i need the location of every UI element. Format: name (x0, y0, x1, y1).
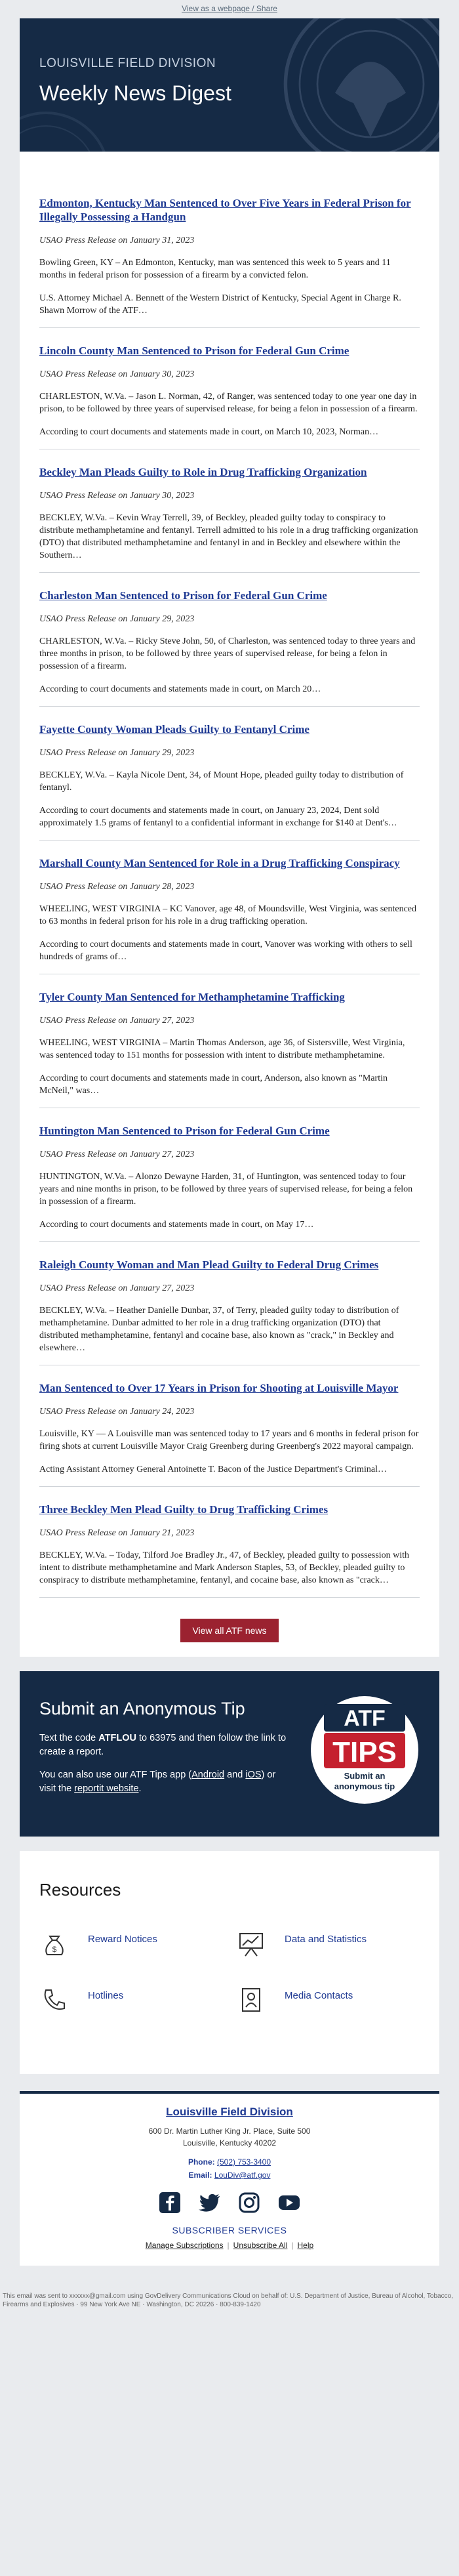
news-date: USAO Press Release on January 30, 2023 (39, 369, 195, 379)
twitter-icon[interactable] (198, 2191, 222, 2214)
divider (39, 840, 420, 841)
news-date: USAO Press Release on January 27, 2023 (39, 1283, 195, 1293)
facebook-icon[interactable] (158, 2191, 182, 2214)
news-title-link[interactable]: Fayette County Woman Pleads Guilty to Fentanyl Crime (39, 723, 309, 736)
social-links (20, 2191, 439, 2218)
logo-atf-text: ATF (344, 1706, 386, 1731)
news-date: USAO Press Release on January 27, 2023 (39, 1150, 195, 1159)
tip-line1-post: to 63975 and then follow the link to create a report. (39, 1733, 287, 1757)
legal-footer: This email was sent to xxxxxx@gmail.com using GovDelivery Communications Cloud on behalf of: U.S. Department of Justice, Bureau of Alcohol, Tobacco, Firearms and Explosives · 99 New York Ave NE · Washington, DC 20226 · 800-839-1420 (3, 2293, 453, 2308)
news-item (39, 344, 420, 449)
digest-title: Weekly News Digest (39, 81, 231, 105)
email-label: Email: (188, 2171, 212, 2180)
news-title-link[interactable]: Raleigh County Woman and Man Plead Guilty to Federal Drug Crimes (39, 1258, 379, 1271)
phone-link[interactable]: (502) 753-3400 (216, 2157, 271, 2167)
atf-seal-icon (282, 18, 439, 152)
news-title-link[interactable]: Man Sentenced to Over 17 Years in Prison for Shooting at Louisville Mayor (39, 1382, 399, 1394)
anonymous-tip-section (20, 1671, 439, 1837)
footer-address-line1: 600 Dr. Martin Luther King Jr. Place, Suite 500 (148, 2127, 311, 2136)
news-date: USAO Press Release on January 27, 2023 (39, 1016, 195, 1026)
news-date: USAO Press Release on January 29, 2023 (39, 614, 195, 624)
news-summary: According to court documents and statements made in court, on January 23, 2024, Dent sold approximately 1.5 grams of fentanyl to a confidential informant in exchange for $140 at Dent's… (39, 806, 397, 828)
divider (39, 572, 420, 573)
help-link[interactable]: Help (297, 2241, 314, 2250)
news-item (39, 856, 420, 974)
footer-address (20, 2125, 439, 2149)
atf-tips-logo[interactable] (309, 1695, 420, 1805)
decorative-seal-icon (20, 110, 111, 152)
tip-and: and (224, 1770, 246, 1780)
news-summary: HUNTINGTON, W.Va. – Alonzo Dewayne Harden, 31, of Huntington, was sentenced today to four years and nine months in prison, to be followed by three years of supervised release, for being a felon in possession of a firearm. (39, 1172, 413, 1207)
logo-sub1: Submit an (344, 1771, 386, 1781)
divider (39, 1597, 420, 1598)
logo-sub2: anonymous tip (334, 1781, 395, 1791)
money-bag-icon (39, 1928, 70, 1959)
view-all-news-button[interactable]: View all ATF news (180, 1619, 278, 1642)
view-webpage-bar (0, 0, 459, 18)
news-date: USAO Press Release on January 24, 2023 (39, 1407, 195, 1417)
news-summary: WHEELING, WEST VIRGINIA – KC Vanover, age 48, of Moundsville, West Virginia, was sentenced to 63 months in federal prison for his role in a drug trafficking operation. (39, 904, 417, 926)
resource-label: Hotlines (88, 1990, 124, 2001)
badge-icon (236, 1985, 266, 2015)
svg-text:$: $ (52, 1945, 57, 1954)
tip-line1-pre: Text the code (39, 1733, 99, 1743)
news-date: USAO Press Release on January 29, 2023 (39, 748, 195, 758)
footer (20, 2074, 439, 2266)
manage-subscriptions-link[interactable]: Manage Subscriptions (145, 2241, 224, 2250)
unsubscribe-all-link[interactable]: Unsubscribe All (233, 2241, 288, 2250)
news-summary: BECKLEY, W.Va. – Heather Danielle Dunbar, 37, of Terry, pleaded guilty today to distribution of methamphetamine. Dunbar admitted to her role in a drug trafficking organization (DTO) that distributed methamphetamine, fentanyl and cocaine base, also known as "crack," in Beckley and elsewhere… (39, 1306, 399, 1353)
news-item (39, 1381, 420, 1487)
resource-data-statistics[interactable] (236, 1928, 407, 1968)
tip-line2-end: . (138, 1783, 142, 1794)
header-banner (20, 18, 439, 152)
email-link[interactable]: LouDiv@atf.gov (214, 2171, 271, 2180)
divider (39, 1486, 420, 1487)
news-summary: According to court documents and statements made in court, on March 20… (39, 684, 321, 694)
news-title-link[interactable]: Lincoln County Man Sentenced to Prison for Federal Gun Crime (39, 344, 349, 357)
resources-title: Resources (39, 1880, 121, 1900)
news-summary: BECKLEY, W.Va. – Kevin Wray Terrell, 39, of Beckley, pleaded guilty today to conspiracy to distribute methamphetamine and fentanyl. Terrell admitted to his role in a drug trafficking organization (DTO) that distributed methamphetamine and fentanyl in and in Beckley and elsewhere within the Southern… (39, 513, 418, 560)
resource-reward-notices[interactable] (39, 1928, 210, 1968)
footer-contact (20, 2155, 439, 2182)
news-item (39, 465, 420, 573)
tip-line2-pre: You can also use our ATF Tips app ( (39, 1770, 192, 1780)
chart-icon (236, 1928, 266, 1959)
tip-line2-mid: ) or visit the (39, 1770, 276, 1794)
tip-title: Submit an Anonymous Tip (39, 1699, 245, 1718)
news-title-link[interactable]: Edmonton, Kentucky Man Sentenced to Over Five Years in Federal Prison for Illegally Possessing a Handgun (39, 197, 411, 223)
resource-media-contacts[interactable] (236, 1985, 407, 2024)
news-summary: Bowling Green, KY – An Edmonton, Kentucky, man was sentenced this week to 5 years and 11 months in federal prison for possession of a firearm by a convicted felon. (39, 258, 391, 280)
android-link[interactable]: Android (191, 1770, 225, 1780)
news-summary: CHARLESTON, W.Va. – Jason L. Norman, 42, of Ranger, was sentenced today to one year one day in prison, to be followed by three years of supervised release, for being a felon in possession of a firearm. (39, 392, 418, 414)
phone-label: Phone: (188, 2157, 215, 2167)
news-title-link[interactable]: Beckley Man Pleads Guilty to Role in Drug Trafficking Organization (39, 466, 367, 478)
email-body (20, 18, 439, 2266)
news-date: USAO Press Release on January 31, 2023 (39, 236, 195, 245)
resource-label: Reward Notices (88, 1934, 157, 1945)
news-title-link[interactable]: Huntington Man Sentenced to Prison for Federal Gun Crime (39, 1125, 330, 1137)
news-summary: BECKLEY, W.Va. – Today, Tilford Joe Bradley Jr., 47, of Beckley, pleaded guilty to possession with intent to distribute methamphetamine and Mark Anderson Staples, 53, of Beckley, pleaded guilty to conspiracy to distribute methamphetamine, fentanyl, and cocaine base, also known as "crack… (39, 1550, 410, 1585)
resource-label: Data and Statistics (285, 1934, 367, 1945)
youtube-icon[interactable] (277, 2191, 301, 2214)
news-summary: According to court documents and statements made in court, Vanover was working with others to sell hundreds of grams of… (39, 940, 412, 962)
subscriber-services-heading: SUBSCRIBER SERVICES (172, 2225, 287, 2235)
news-title-link[interactable]: Three Beckley Men Plead Guilty to Drug Trafficking Crimes (39, 1503, 329, 1516)
resource-hotlines[interactable] (39, 1985, 210, 2024)
view-webpage-link[interactable]: View as a webpage / Share (182, 4, 277, 13)
logo-tips-text: TIPS (332, 1736, 397, 1768)
news-list (20, 152, 439, 1657)
news-title-link[interactable]: Charleston Man Sentenced to Prison for Federal Gun Crime (39, 589, 327, 602)
reportit-link[interactable]: reportit website (74, 1783, 139, 1794)
division-name: LOUISVILLE FIELD DIVISION (39, 56, 216, 70)
news-summary: Louisville, KY — A Louisville man was sentenced today to 17 years and 6 months in federal prison for firing shots at current Louisville Mayor Craig Greenberg during Greenberg's 2022 mayoral campaign. (39, 1429, 419, 1451)
news-item (39, 990, 420, 1108)
divider (39, 1241, 420, 1242)
phone-icon (39, 1985, 70, 2015)
news-item (39, 196, 420, 328)
news-item (39, 589, 420, 707)
divider (39, 706, 420, 707)
subscription-links: Manage Subscriptions | Unsubscribe All | Help (145, 2241, 314, 2250)
news-summary: CHARLESTON, W.Va. – Ricky Steve John, 50, of Charleston, was sentenced today to three years and three months in prison, to be followed by three years of supervised release, for being a felon in possession of a firearm. (39, 636, 416, 671)
footer-address-line2: Louisville, Kentucky 40202 (182, 2138, 277, 2148)
resource-label: Media Contacts (285, 1990, 353, 2001)
footer-division-link[interactable]: Louisville Field Division (166, 2106, 293, 2118)
news-item (39, 1503, 420, 1598)
news-title-link[interactable]: Tyler County Man Sentenced for Methamphetamine Trafficking (39, 991, 345, 1003)
news-date: USAO Press Release on January 28, 2023 (39, 882, 195, 892)
instagram-icon[interactable] (237, 2191, 261, 2214)
tip-text (39, 1732, 289, 1796)
news-date: USAO Press Release on January 30, 2023 (39, 491, 195, 501)
ios-link[interactable]: iOS (245, 1770, 262, 1780)
news-date: USAO Press Release on January 21, 2023 (39, 1528, 195, 1538)
news-summary: According to court documents and statements made in court, Anderson, also known as "Martin McNeil," was… (39, 1073, 388, 1096)
news-summary: Acting Assistant Attorney General Antoinette T. Bacon of the Justice Department's Criminal… (39, 1465, 388, 1474)
news-item (39, 1124, 420, 1242)
resources-section (20, 1851, 439, 2074)
news-summary: According to court documents and statements made in court, on May 17… (39, 1220, 314, 1230)
news-summary: WHEELING, WEST VIRGINIA – Martin Thomas Anderson, age 36, of Sistersville, West Virginia, was sentenced today to 151 months for possession with intent to distribute methamphetamine. (39, 1038, 405, 1060)
news-title-link[interactable]: Marshall County Man Sentenced for Role in a Drug Trafficking Conspiracy (39, 857, 400, 869)
news-item (39, 1258, 420, 1365)
news-summary: BECKLEY, W.Va. – Kayla Nicole Dent, 34, of Mount Hope, pleaded guilty today to distribution of fentanyl. (39, 770, 404, 793)
news-item (39, 722, 420, 841)
divider (39, 327, 420, 328)
news-summary: U.S. Attorney Michael A. Bennett of the Western District of Kentucky, Special Agent in Charge R. Shawn Morrow of the ATF… (39, 293, 401, 316)
news-summary: According to court documents and statements made in court, on March 10, 2023, Norman… (39, 427, 379, 437)
tip-code: ATFLOU (98, 1733, 136, 1743)
